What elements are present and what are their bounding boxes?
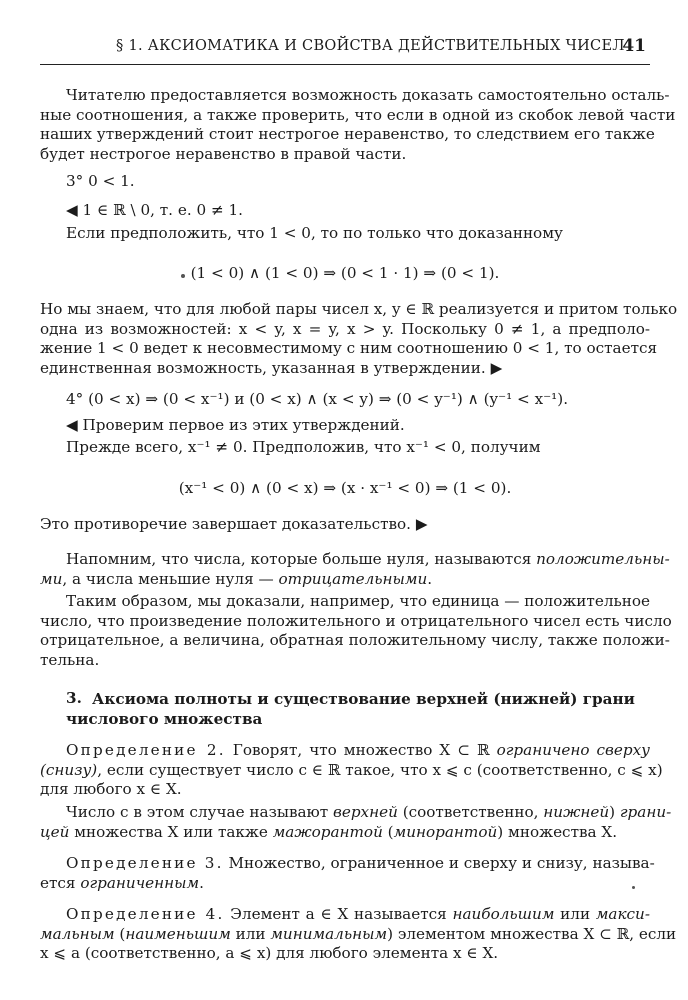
term-positive-end: ми: [40, 569, 63, 588]
text-run: .: [427, 569, 433, 588]
text-line: [40, 803, 672, 823]
term-least: наименьшим: [125, 924, 231, 943]
proof-3-text: [40, 224, 650, 244]
section-title: [92, 689, 652, 709]
text-run: .: [199, 873, 204, 892]
ink-dot: [632, 886, 635, 889]
property-statement: 3° 0 < 1.: [66, 172, 135, 190]
text-line: [40, 570, 650, 590]
page-number: 41: [622, 36, 646, 56]
text-line: [40, 760, 663, 781]
definition-3: [40, 854, 655, 893]
text-line: x ⩽ a (соответственно, a ⩽ x) для любого элемента x ∈ X.: [40, 944, 499, 963]
proof-line: ◀ Проверим первое из этих утверждений.: [66, 416, 405, 434]
property-4: [40, 390, 650, 410]
text-run: Множество, ограниченное и сверху и снизу, называ-: [223, 854, 655, 872]
proof-4-end: [40, 515, 650, 535]
text-line: наших утверждений стоит нестрогое неравенство, то следствием его также: [40, 125, 655, 144]
text-line: будет нестрогое неравенство в правой части.: [40, 144, 407, 163]
term-negative: отрицательными: [278, 569, 428, 588]
term-bound-end: цей: [40, 822, 70, 841]
definition-4: [40, 905, 677, 964]
term-minorant: минорантой: [393, 822, 498, 841]
proof-line: ◀ 1 ∈ ℝ \ 0, т. е. 0 ≠ 1.: [66, 201, 244, 219]
text-line: единственная возможность, указанная в утверждении. ▶: [40, 358, 503, 377]
proof-4-text: [40, 438, 650, 458]
text-line: [40, 741, 650, 761]
text-line: Это противоречие завершает доказательство. ▶: [40, 515, 428, 533]
definition-2: [40, 741, 663, 800]
text-run: (: [382, 822, 394, 841]
ink-dot: [181, 274, 185, 278]
text-line: [40, 924, 677, 945]
term-majorant: мажорантой: [272, 822, 383, 841]
term-bounded-above: ограничено сверху: [496, 741, 650, 759]
proof-line: Прежде всего, x⁻¹ ≠ 0. Предположив, что x⁻¹ < 0, получим: [66, 438, 541, 456]
text-run: или: [554, 905, 596, 923]
text-run: Говорят, что множество X ⊂ ℝ: [225, 741, 497, 759]
text-run: Число c в этом случае называют: [66, 803, 333, 821]
formula: (x⁻¹ < 0) ∧ (0 < x) ⇒ (x · x⁻¹ < 0) ⇒ (1 < 0).: [178, 479, 512, 497]
running-title: § 1. АКСИОМАТИКА И СВОЙСТВА ДЕЙСТВИТЕЛЬНЫХ ЧИСЕЛ: [116, 38, 625, 54]
term-bounded: ограниченным: [80, 873, 200, 892]
term-greatest: наибольшим: [452, 905, 555, 923]
text-line: Таким образом, мы доказали, например, что единица — положительное: [66, 592, 650, 610]
proof-3-start: [40, 201, 650, 221]
text-run: ) множества X.: [497, 822, 618, 841]
term-maximal-end: мальным: [40, 924, 115, 943]
term-lower: нижней: [543, 803, 610, 821]
text-line: Читателю предоставляется возможность доказать самостоятельно осталь-: [66, 86, 670, 104]
proof-line: Если предположить, что 1 < 0, то по только что доказанному: [66, 224, 563, 242]
proof-4-start: [40, 416, 650, 436]
text-line: [40, 823, 650, 843]
text-line: [40, 874, 650, 894]
text-run: или: [230, 924, 271, 943]
text-line: [40, 854, 655, 874]
section-title-continued: [66, 709, 650, 729]
text-run: , а числа меньшие нуля —: [62, 569, 279, 588]
text-line: отрицательное, а величина, обратная положительному числу, также положи-: [40, 631, 670, 650]
text-run: (: [114, 924, 126, 943]
text-line: [40, 550, 670, 570]
text-run: Элемент a ∈ X называется: [224, 905, 453, 923]
text-line: ные соотношения, а также проверить, что если в одной из скобок левой части: [40, 105, 676, 124]
section-title-line: числового множества: [66, 710, 263, 728]
term-minimal: минимальным: [270, 924, 388, 943]
term-maximal: макси-: [595, 905, 650, 923]
section-number-text: 3.: [66, 689, 82, 707]
display-formula: [40, 264, 650, 284]
paragraph-proof-3: [40, 300, 678, 378]
property-3: [40, 172, 650, 192]
text-run: ) элементом множества X ⊂ ℝ, если: [387, 924, 677, 943]
running-header: [40, 38, 650, 65]
formula: (1 < 0) ∧ (1 < 0) ⇒ (0 < 1 · 1) ⇒ (0 < 1).: [190, 264, 500, 282]
text-run: ется: [40, 873, 81, 892]
display-formula: [40, 479, 650, 499]
term-upper: верхней: [333, 803, 398, 821]
section-number: [40, 689, 80, 709]
text-line: [40, 905, 650, 925]
definition-label: Определение 3.: [66, 854, 224, 872]
property-statement: 4° (0 < x) ⇒ (0 < x⁻¹) и (0 < x) ∧ (x < y) ⇒ (0 < y⁻¹) ∧ (y⁻¹ < x⁻¹).: [66, 390, 569, 408]
paragraph-reminder: [40, 550, 670, 589]
text-line: Но мы знаем, что для любой пары чисел x, y ∈ ℝ реализуется и притом только: [40, 300, 678, 318]
definition-label: Определение 4.: [66, 905, 225, 923]
text-line: жение 1 < 0 ведет к несовместимому с ним соотношению 0 < 1, то остается: [40, 339, 658, 358]
term-bound: грани-: [619, 803, 672, 821]
text-run: ): [609, 803, 620, 821]
section-title-line: Аксиома полноты и существование верхней (нижней) грани: [92, 690, 635, 708]
text-run: , если существует число c ∈ ℝ такое, что x ⩽ c (соответственно, c ⩽ x): [97, 760, 663, 779]
term-positive: положительны-: [536, 550, 670, 568]
paragraph-intro: [40, 86, 676, 164]
definition-2-continued: [40, 803, 672, 842]
paragraph-conclusion: [40, 592, 672, 670]
text-line: для любого x ∈ X.: [40, 780, 182, 799]
term-bounded-below: (снизу): [40, 760, 98, 779]
definition-label: Определение 2.: [66, 741, 226, 759]
text-run: (соответственно,: [397, 803, 544, 821]
text-line: тельна.: [40, 650, 100, 669]
text-line: одна из возможностей: x < y, x = y, x > y. Поскольку 0 ≠ 1, а предполо-: [40, 319, 650, 338]
text-run: множества X или также: [69, 822, 273, 841]
text-run: Напомним, что числа, которые больше нуля, называются: [66, 550, 537, 568]
text-line: число, что произведение положительного и отрицательного чисел есть число: [40, 611, 672, 630]
